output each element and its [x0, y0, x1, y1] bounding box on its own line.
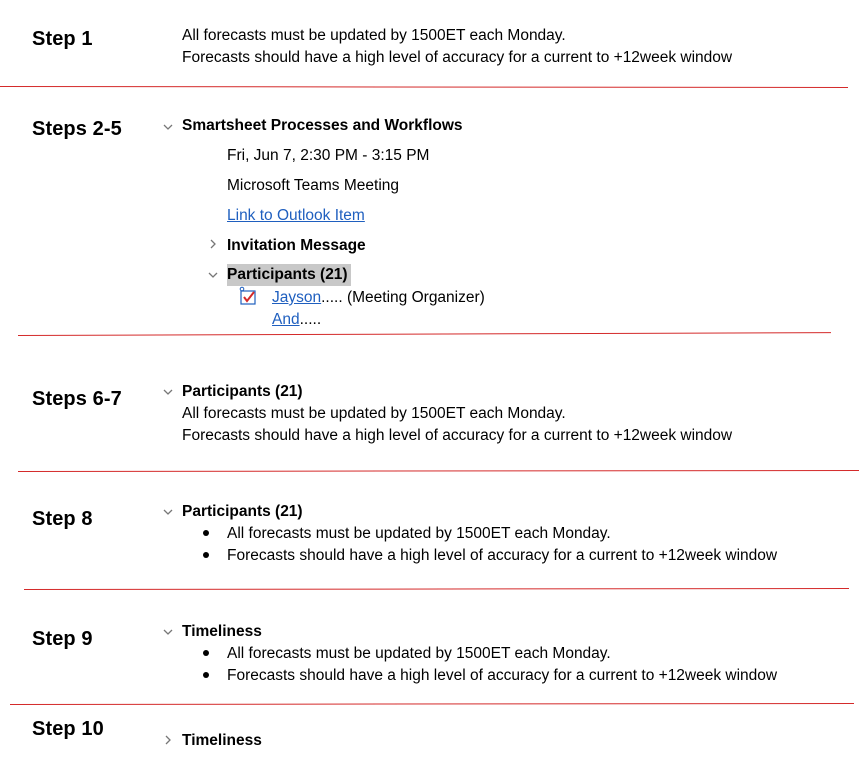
step-1-line-1: All forecasts must be updated by 1500ET each Monday. — [182, 27, 566, 44]
chevron-right-icon[interactable] — [208, 239, 218, 249]
chevron-down-icon[interactable] — [163, 627, 173, 637]
step-1-line-2: Forecasts should have a high level of accuracy for a current to +12week window — [182, 49, 733, 66]
step-8-heading: Participants (21) — [182, 503, 303, 520]
chevron-down-icon[interactable] — [163, 507, 173, 517]
step-8-bullet-1: All forecasts must be updated by 1500ET each Monday. — [227, 525, 611, 542]
step-8-bullet-2: Forecasts should have a high level of accuracy for a current to +12week window — [227, 547, 778, 564]
steps-6-7-label: Steps 6-7 — [32, 388, 122, 410]
step-9-heading: Timeliness — [182, 623, 262, 640]
bullet-icon — [203, 552, 209, 558]
steps-2-5-label: Steps 2-5 — [32, 118, 122, 140]
divider-3 — [18, 470, 859, 472]
divider-5 — [10, 703, 854, 705]
organizer-name-link[interactable]: Jayson — [272, 289, 322, 306]
and-dots: ..... — [299, 311, 322, 328]
organizer-dots: ..... — [321, 289, 343, 306]
steps-6-7-line-2: Forecasts should have a high level of accuracy for a current to +12week window — [182, 427, 733, 444]
step-9-bullet-1: All forecasts must be updated by 1500ET each Monday. — [227, 645, 611, 662]
divider-1 — [0, 86, 848, 88]
step-10-heading: Timeliness — [182, 732, 262, 749]
chevron-down-icon[interactable] — [163, 387, 173, 397]
chevron-down-icon[interactable] — [163, 122, 173, 132]
step-8-label: Step 8 — [32, 508, 93, 530]
organizer-role: (Meeting Organizer) — [346, 289, 485, 306]
divider-2 — [18, 332, 831, 336]
and-link[interactable]: And — [272, 311, 300, 328]
step-9-label: Step 9 — [32, 628, 93, 650]
organizer-line — [272, 287, 485, 309]
chevron-right-icon[interactable] — [163, 735, 173, 745]
step-1-label: Step 1 — [32, 28, 93, 50]
participants-heading[interactable]: Participants (21) — [227, 264, 351, 286]
bullet-icon — [203, 650, 209, 656]
bullet-icon — [203, 672, 209, 678]
outlook-item-link[interactable]: Link to Outlook Item — [227, 207, 365, 224]
organizer-check-icon — [238, 286, 258, 306]
meeting-location: Microsoft Teams Meeting — [227, 177, 399, 194]
bullet-icon — [203, 530, 209, 536]
meeting-date: Fri, Jun 7, 2:30 PM - 3:15 PM — [227, 147, 430, 164]
and-line — [272, 309, 321, 331]
steps-6-7-heading: Participants (21) — [182, 383, 303, 400]
chevron-down-icon[interactable] — [208, 270, 218, 280]
step-10-label: Step 10 — [32, 718, 104, 740]
step-9-bullet-2: Forecasts should have a high level of accuracy for a current to +12week window — [227, 667, 778, 684]
steps-6-7-line-1: All forecasts must be updated by 1500ET each Monday. — [182, 405, 566, 422]
meeting-heading: Smartsheet Processes and Workflows — [182, 117, 463, 134]
divider-4 — [24, 588, 849, 590]
invitation-message[interactable]: Invitation Message — [227, 237, 366, 254]
